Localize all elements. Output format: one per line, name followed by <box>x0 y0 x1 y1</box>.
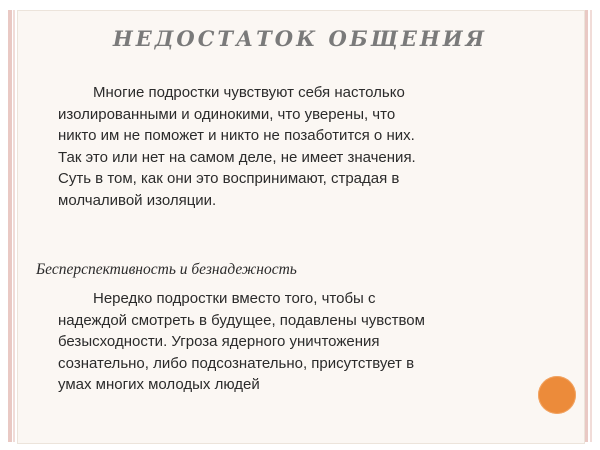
right-border-stripe-thin <box>590 10 592 442</box>
paragraph-line: Многие подростки чувствуют себя настолько <box>93 84 405 101</box>
slide-title: НЕДОСТАТОК ОБЩЕНИЯ <box>112 26 488 51</box>
paragraph-line: никто им не поможет и никто не позаботится о них. <box>58 127 415 144</box>
section-subheading: Бесперспективность и безнадежность <box>36 261 297 278</box>
paragraph-line: Суть в том, как они это воспринимают, страдая в <box>58 170 400 187</box>
paragraph-line: умах многих молодых людей <box>58 376 260 393</box>
left-border-stripe-thin <box>13 10 15 442</box>
paragraph-line: сознательно, либо подсознательно, присутствует в <box>58 354 415 372</box>
paragraph-hopelessness <box>58 288 425 396</box>
paragraph-line: Нередко подростки вместо того, чтобы с <box>93 290 376 307</box>
paragraph-line: Так это или нет на самом деле, не имеет значения. <box>58 148 416 166</box>
paragraph-line: молчаливой изоляции. <box>58 191 217 209</box>
paragraph-line: безысходности. Угроза ядерного уничтожения <box>58 333 380 350</box>
paragraph-line: изолированными и одинокими, что уверены, что <box>58 105 396 123</box>
left-border-stripe <box>8 10 12 442</box>
right-border-stripe <box>585 10 588 442</box>
paragraph-line: надеждой смотреть в будущее, подавлены чувством <box>58 311 425 329</box>
orange-circle-icon <box>538 376 576 414</box>
paragraph-isolation <box>58 82 416 211</box>
